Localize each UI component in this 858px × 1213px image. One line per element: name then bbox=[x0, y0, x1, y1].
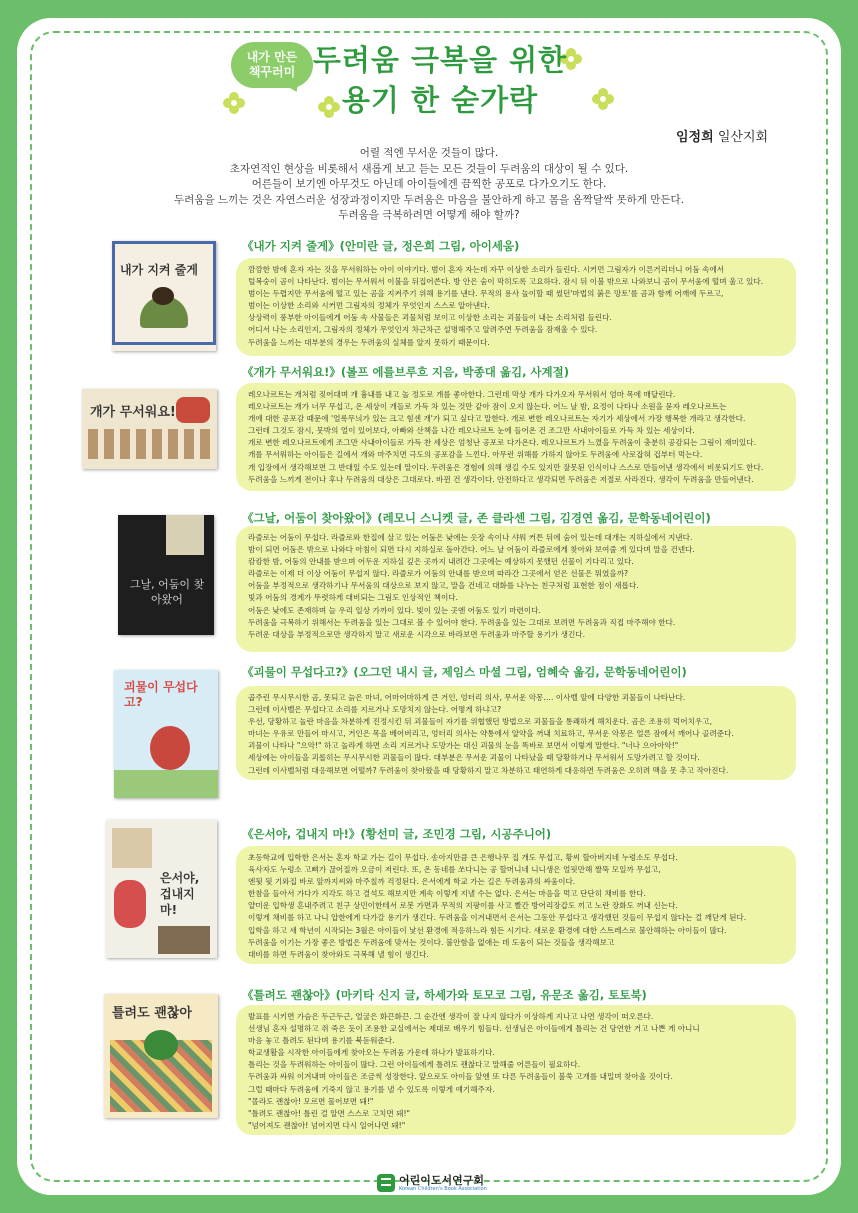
book-cover-title: 개가 무서워요! bbox=[90, 405, 176, 420]
desc-line: 어둠은 낮에도 존재하며 늘 우리 일상 가까이 있다. 빛이 있는 곳엔 어둠도 있기 마련이다. bbox=[248, 605, 541, 615]
book-title: 《그날, 어둠이 찾아왔어》(레모니 스니켓 글, 존 클라센 그림, 김경연 옮김, 문학동네어린이) bbox=[242, 511, 711, 525]
desc-line: 개에 대한 공포감 때문에 '얼룩무늬가 있는 크고 힘센 개'가 되고 싶다고 말한다. 개로 변한 레오나르트는 자기가 세상에서 가장 행복한 개라고 생각한다. bbox=[248, 414, 746, 424]
book-cover bbox=[104, 994, 218, 1118]
book-cover-title: 그날, 어둠이 찾아왔어 bbox=[129, 578, 205, 606]
intro-line: 어른들이 보기엔 아무것도 아닌데 아이들에겐 끔찍한 공포로 다가오기도 한다. bbox=[251, 178, 607, 190]
book-description bbox=[236, 686, 796, 780]
desc-line: 밤이 되면 어둠은 밖으로 나와다 아침이 되면 다시 지하실로 돌아간다. 어느 날 어둠이 라즐로에게 찾아와 보여줄 게 있다며 말을 건넨다. bbox=[248, 545, 695, 555]
book-cover-title: 틀려도 괜찮아 bbox=[112, 1006, 192, 1021]
desc-line: "몰라도 괜찮아! 모르면 물어보면 돼!" bbox=[248, 1096, 374, 1106]
author bbox=[676, 126, 768, 145]
desc-line: 그런데 이사벨처럼 대응해보면 어떨까? 두려움이 찾아왔을 때 당황하지 말고 차분하고 태연하게 대응하면 두려움은 오히려 맥을 못 추고 작아진다. bbox=[248, 765, 729, 775]
book-title: 《내가 지켜 줄게》(안미란 글, 정은희 그림, 아이세움) bbox=[242, 239, 520, 253]
desc-line: 선생님 혼자 설명하고 쥐 죽은 듯이 조용한 교실에서는 제대로 배우기 힘들다. 선생님은 아이들에게 틀리는 건 당연한 거고 나쁜 게 아니니 bbox=[248, 1024, 700, 1034]
book-title: 《틀려도 괜찮아》(마키타 신지 글, 하세가와 토모코 그림, 유문조 옮김, 토토북) bbox=[242, 988, 647, 1002]
desc-line: 털복숭이 곰이 나타난다. 범이는 무서워서 이불을 뒤집어쓴다. 방 안은 숨이 막히도록 고요하다. 잠시 뒤 이불 밖으로 나와보니 곰이 무서움에 떨며 울고 있다. bbox=[248, 277, 764, 287]
book-title: 《괴물이 무섭다고?》(오그던 내시 글, 제임스 마셜 그림, 엄혜숙 옮김, 문학동네어린이) bbox=[242, 665, 687, 679]
desc-line: 라즐로는 어둠이 무섭다. 라즐로와 한집에 살고 있는 어둠은 낮에는 옷장 속이나 샤워 커튼 뒤에 숨어 있는데 대개는 지하실에서 지낸다. bbox=[248, 533, 693, 542]
desc-line: 그럴 때마다 두려움에 기죽지 않고 용기를 낼 수 있도록 이렇게 얘기해주자. bbox=[248, 1084, 495, 1094]
desc-line: 레오나르트는 개처럼 짖어대며 개 흉내를 내고 놀 정도로 개를 좋아한다. 그런데 막상 개가 다가오자 무서워서 엄마 목에 매달린다. bbox=[248, 390, 676, 399]
intro-line: 초자연적인 현상을 비롯해서 새롭게 보고 듣는 모든 것들이 두려움의 대상이 될 수 있다. bbox=[229, 162, 629, 175]
badge-line-2: 책꾸러미 bbox=[248, 65, 296, 79]
badge-line-1: 내가 만든 bbox=[246, 50, 298, 64]
desc-line: 곱주린 무시무시한 곰, 못되고 늙은 마녀, 어마어마하게 큰 거인, 엉터리 의사, 무서운 악몽…. 이사벨 앞에 다양한 괴물들이 나타난다. bbox=[248, 693, 686, 702]
book-cover bbox=[112, 241, 216, 351]
desc-line: 레오나르트는 개가 너무 무섭고, 온 세상이 개들로 가득 차 있는 것만 같아 잠이 오지 않는다. 어느 날 밤, 요정이 나타나 소원을 묻자 레오나르트는 bbox=[248, 402, 727, 412]
desc-line: 상상력이 풍부한 아이들에게 어둠 속 사물들은 괴물처럼 보이고 이상한 소리는 괴물들이 내는 소리처럼 들린다. bbox=[248, 313, 612, 323]
desc-line: 범이는 이상한 소리와 시커먼 그림자의 정체가 무엇인지 스스로 알아낸다. bbox=[248, 301, 490, 311]
desc-line: 라즐로는 이제 더 이상 어둠이 무섭지 않다. 라즐로가 어둠의 안내를 받으며 따라간 그곳에서 얻은 선물은 뭐였을까? bbox=[248, 569, 629, 579]
book-cover bbox=[106, 820, 217, 958]
desc-line: 두려움을 이기는 가장 좋은 방법은 두려움에 맞서는 것이다. 불안함을 없애는 데 도움이 되는 것들을 생각해보고 bbox=[248, 937, 615, 947]
desc-line: 두려움과 싸워 이겨내며 아이들은 조금씩 성장한다. 앞으로도 아이들 앞엔 또 다른 두려움들이 불쑥 고개를 내밀며 찾아올 것이다. bbox=[248, 1072, 673, 1082]
desc-line: 캄캄한 밤, 어둠의 안내를 받으며 어두운 지하실 깊은 곳까지 내려간 그곳에는 예상하지 못했던 선물이 기다리고 있다. bbox=[248, 557, 634, 567]
book-cover-title: 괴물이 무섭다고? bbox=[124, 680, 198, 709]
book-description bbox=[236, 846, 796, 964]
desc-line: 그런데 그것도 잠시, 뭇박의 얼이 있어보다, 아빠와 산책을 나간 레오나르트 눈에 들어온 건 조그만 사내아이들로 가득 차 있는 세상이다. bbox=[248, 426, 695, 436]
logo-english: Korean Children's Book Association bbox=[399, 1186, 487, 1192]
desc-line: 세상에는 아이들을 괴롭히는 무시무시한 괴물들이 많다. 대부분은 무서운 괴물이 나타났을 때 당황하거나 무서워서 도망가려고 할 것이다. bbox=[248, 753, 700, 763]
title-line-1: 두려움 극복을 위한 bbox=[312, 43, 568, 77]
desc-line: "넘어져도 괜찮아! 넘어지면 다시 일어나면 돼!" bbox=[248, 1120, 406, 1130]
desc-line: 대비를 하면 두려움이 찾아와도 극복해 낼 힘이 생긴다. bbox=[248, 949, 429, 959]
desc-line: 엔뒷 뒷 기와집 바로 앞까지씨와 마주칠까 걱정된다. 은서에게 학교 가는 길은 두려움과의 싸움이다. bbox=[248, 877, 576, 887]
desc-line: 학교생활을 시작한 아이들에게 찾아오는 두려움 가운데 하나가 발표하기다. bbox=[248, 1048, 495, 1058]
flower-icon bbox=[223, 92, 245, 114]
desc-line: 그런데 이사벨은 무섭다고 소리를 지르거나 도망치지 않는다. 어떻게 하냐고? bbox=[248, 705, 502, 715]
desc-line: 두려움을 느끼는 대부분의 경우는 두려움의 실체를 알지 못하기 때문이다. bbox=[248, 337, 490, 347]
book-title: 《개가 무서워요!》(볼프 에를브루흐 지음, 박종대 옮김, 사계절) bbox=[242, 365, 570, 379]
desc-line: 개 입장에서 생각해보면 그 반대일 수도 있는데 말이다. 두려움은 경험에 의해 생길 수도 있지만 잘못된 인식이나 스스로 만들어낸 생각에서 비롯되기도 한다. bbox=[248, 462, 764, 472]
desc-line: 발표를 시키면 가슴은 두근두근, 얼굴은 화끈화끈. 그 순간엔 생각이 잘 나지 않다가 이상하게 지나고 나면 생각이 떠오른다. bbox=[248, 1012, 654, 1021]
flower-icon bbox=[592, 88, 614, 110]
desc-line: 육사자도 누렁소 고삐가 끊어질까 오금이 저린다. 또, 온 동네를 쏘다니는 공 할머니네 니니생은 얼핏만해 짤뚝 모일까 무섭고, bbox=[248, 865, 661, 875]
desc-line: 깜깜한 밤에 혼자 자는 것을 무서워하는 아이 이야기다. 범이 혼자 자는데 자꾸 이상한 소리가 들린다. 시커먼 그림자가 이른거리더니 어둠 속에서 bbox=[248, 265, 725, 274]
desc-line: 개로 변한 레오나르트에게 조그만 사내아이들로 가득 찬 세상은 엄청난 공포로 다가온다. 레오나르트가 느꼈을 두려움이 충분히 공감되는 그림이 재미있다. bbox=[248, 438, 756, 448]
book-cover bbox=[114, 670, 218, 798]
book-description bbox=[236, 526, 796, 652]
page-title bbox=[300, 40, 580, 120]
book-description bbox=[236, 258, 796, 356]
desc-line: 마음 놓고 틀려도 된다며 용기를 북돋워준다. bbox=[248, 1036, 395, 1046]
desc-line: 초등학교에 입학한 은서는 혼자 학교 가는 길이 무섭다. 송아지만큼 큰 은행나무 집 개도 무섭고, 황씨 할아버지네 누렁소도 무섭다. bbox=[248, 853, 678, 862]
book-title: 《은서야, 겁내지 마!》(황선미 글, 조민경 그림, 시공주니어) bbox=[242, 827, 552, 841]
author-name: 임정희 bbox=[676, 130, 714, 145]
footer-logo bbox=[377, 1172, 497, 1198]
logo-korean: 어린이도서연구회 bbox=[399, 1174, 485, 1187]
desc-line: 두려움을 느끼게 전이나 후나 두려움의 대상은 그대로다. 바뀐 건 생각이다. 안전하다고 생각되면 두려움은 저절로 사라진다. 생각이 두려움을 만들어낸다. bbox=[248, 474, 754, 484]
desc-line: 마녀는 우유로 만들어 마시고, 거인은 목을 베어버리고, 엉터리 의사는 약통에서 알약을 꺼내 치료하고, 무서운 악몽은 얼른 잠에서 깨어나 골려준다. bbox=[248, 729, 734, 739]
desc-line: "틀려도 괜찮아! 틀린 걸 알면 스스로 고치면 돼!" bbox=[248, 1108, 411, 1118]
book-cover-title: 은서야, 겁내지 마! bbox=[160, 871, 200, 917]
desc-line: 이렇게 채비를 하고 나니 압한에게 다가갈 용기가 생긴다. 두려움을 이겨내면서 은서는 그동안 무섭다고 생각했던 것들이 무섭지 않다는 걸 깨닫게 된다. bbox=[248, 913, 747, 923]
desc-line: 입학을 하고 새 학년이 시작되는 3월은 아이들이 낯선 환경에 적응하느라 힘든 시기다. 새로운 환경에 대한 스트레스로 불안해하는 아이들이 많다. bbox=[248, 925, 727, 935]
intro-text bbox=[118, 146, 740, 224]
desc-line: 빛과 어둠의 경계가 뚜렷하게 대비되는 그림도 인상적인 책이다. bbox=[248, 593, 459, 603]
intro-line: 두려움을 느끼는 것은 자연스러운 성장과정이지만 두려움은 마음을 불안하게 하고 몸을 옴짝달싹 못하게 만든다. bbox=[174, 193, 684, 206]
book-cover bbox=[82, 389, 217, 469]
desc-line: 범이는 두렵지만 무서움에 떨고 있는 곰을 지켜주기 위해 용기를 낸다. 무적의 용사 놀이할 때 썼던'마법의 붉은 망토'를 곰과 함께 어깨에 두르고, bbox=[248, 289, 724, 299]
desc-line: 개를 무서워하는 아이들은 길에서 개와 마주치면 극도의 공포감을 느낀다. 아무런 위해를 가하지 않아도 두려움에 사로잡혀 겁부터 먹는다. bbox=[248, 450, 703, 460]
desc-line: 틀리는 것을 두려워하는 아이들이 많다. 그런 아이들에게 틀려도 괜찮다고 말해줄 어른들이 필요하다. bbox=[248, 1060, 581, 1070]
desc-line: 한참을 들아서 가다가 지각도 하고 결석도 해보지만 계속 이렇게 지낼 수는 없다. 은서는 마음을 먹고 단단히 채비를 한다. bbox=[248, 889, 646, 899]
book-description bbox=[236, 383, 796, 491]
desc-line: 괴물이 나타나 "으악!" 하고 놀라게 하면 소리 지르거나 도망가는 대신 괴물의 눈을 똑바로 보면서 이렇게 말한다. "너나 으아아악!" bbox=[248, 741, 679, 751]
desc-line: 우선, 당황하고 놀란 마음을 차분하게 진정시킨 뒤 괴물들이 자기를 위협했던 방법으로 괴물들을 통쾌하게 해치운다. 곰은 조용히 먹어치우고, bbox=[248, 717, 712, 727]
author-org: 일산지회 bbox=[717, 130, 769, 145]
intro-line: 어릴 적엔 무서운 것들이 많다. bbox=[359, 147, 499, 159]
desc-line: 어디서 나는 소리인지, 그림자의 정체가 무엇인지 차근차근 설명해주고 알려주면 두려움을 잠재울 수 있다. bbox=[248, 325, 598, 335]
book-cover-title: 내가 지켜 줄게 bbox=[120, 263, 198, 277]
book-description bbox=[236, 1005, 796, 1135]
book-cover bbox=[118, 515, 214, 635]
title-line-2: 용기 한 숟가락 bbox=[341, 83, 539, 117]
desc-line: 두려운 대상을 부정적으로만 생각하지 말고 새로운 시각으로 바라보면 두려움과 마주할 용기가 생긴다. bbox=[248, 629, 586, 639]
desc-line: 두려움을 극복하기 위해서는 두려움을 있는 그대로 볼 수 있어야 한다. 두려움을 있는 그대로 보려면 두려움과 직접 마주해야 한다. bbox=[248, 617, 676, 627]
desc-line: 얄미운 입학생 흔내주려고 친구 상민이한테서 로봇 가면과 무적의 지팡이를 사고 빨간 방어리장갑도 끼고 노란 장화도 꺼내 신는다. bbox=[248, 901, 678, 911]
desc-line: 어둠을 부정적으로 생각하기나 무서움의 대상으로 보지 않고, 말을 건네고 대화를 나누는 친구처럼 표현한 점이 새롭다. bbox=[248, 581, 639, 591]
intro-line: 두려움을 극복하려면 어떻게 해야 할까? bbox=[338, 209, 520, 221]
